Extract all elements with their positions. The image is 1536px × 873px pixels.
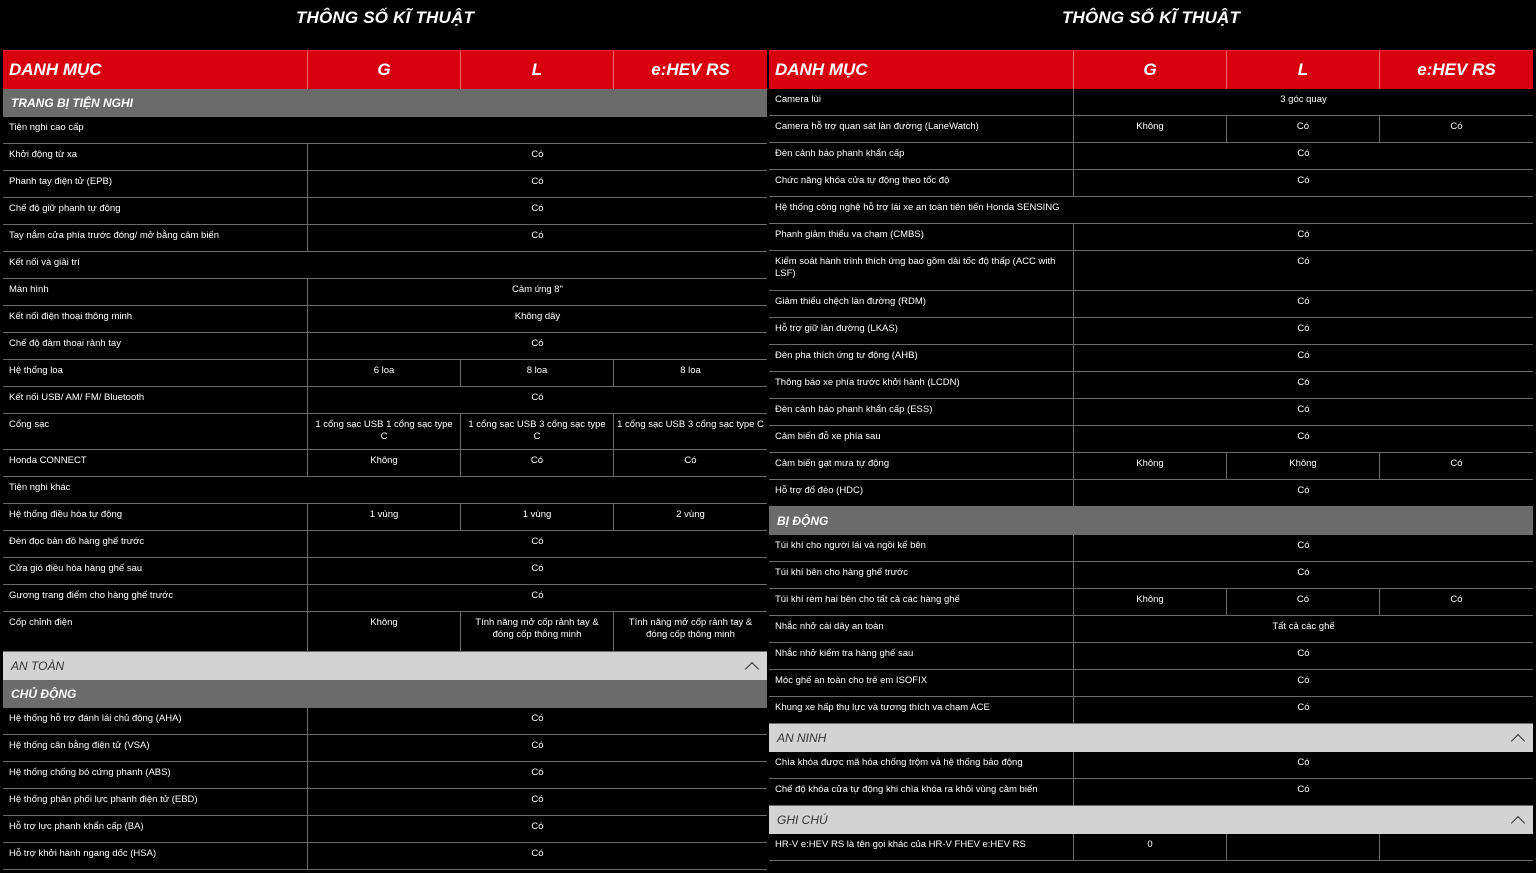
accordion-label: AN NINH [777,731,827,745]
table-row [769,834,1533,861]
row-value-all: Không dây [514,311,561,322]
header-g: G [1074,51,1227,89]
spec-panel-left [3,0,767,873]
row-value-all: Có [531,767,544,778]
row-value-g: Không [1074,453,1227,479]
row-label: Hệ thống phân phối lực phanh điện tử (EBD) [3,789,308,815]
table-row [3,144,767,171]
row-value-all: Có [1297,675,1310,686]
table-row [769,616,1533,643]
row-value-all: Có [1297,323,1310,334]
table-row [769,480,1533,507]
header-l: L [1227,51,1380,89]
row-label: Chìa khóa được mã hóa chống trộm và hệ thống báo động [769,752,1074,778]
table-row [769,779,1533,806]
row-value-l: 8 loa [461,360,614,386]
row-value-all: Có [1297,256,1310,267]
table-row [3,450,767,477]
spec-table-body [769,89,1533,861]
row-label: Hỗ trợ đổ đèo (HDC) [769,480,1074,506]
table-row [769,535,1533,562]
row-group-label: Kết nối và giải trí [9,257,80,268]
row-label: Phanh giảm thiểu va chạm (CMBS) [769,224,1074,250]
table-row [769,643,1533,670]
row-label: Túi khí rèm hai bên cho tất cả các hàng ghế [769,589,1074,615]
row-value-l: 1 cổng sạc USB 3 cổng sạc type C [461,414,614,449]
row-value-all: Có [1297,784,1310,795]
table-row [3,612,767,652]
row-value-all: Có [531,821,544,832]
row-value-l: Có [1227,116,1380,142]
table-row [769,197,1533,224]
accordion-header[interactable] [769,724,1533,752]
row-label: Cốp chỉnh điện [3,612,308,651]
table-row [3,843,767,870]
row-label: Chức năng khóa cửa tự động theo tốc độ [769,170,1074,196]
header-g: G [308,51,461,89]
row-label: Chế độ khóa cửa tự động khi chìa khóa ra khỏi vùng cảm biến [769,779,1074,805]
row-value-all: Có [531,230,544,241]
table-row [3,225,767,252]
table-row [3,252,767,279]
row-value-ehev-rs: 1 cổng sạc USB 3 cổng sạc type C [617,419,764,430]
table-row [769,399,1533,426]
row-label: Móc ghế an toàn cho trẻ em ISOFIX [769,670,1074,696]
table-row [769,251,1533,291]
row-value-all: Có [531,848,544,859]
row-value-g: Không [308,450,461,476]
row-label: Đèn pha thích ứng tự động (AHB) [769,345,1074,371]
row-label: Đèn cảnh báo phanh khẩn cấp (ESS) [769,399,1074,425]
row-value-all: Có [1297,431,1310,442]
row-label: Tay nắm cửa phía trước đóng/ mở bằng cảm biến [3,225,308,251]
row-label: Hệ thống loa [3,360,308,386]
row-value-all: Có [531,713,544,724]
row-value-all: Có [531,536,544,547]
row-value-all: Có [1297,485,1310,496]
row-label: Thông báo xe phía trước khởi hành (LCDN) [769,372,1074,398]
row-label: Hỗ trợ giữ làn đường (LKAS) [769,318,1074,344]
table-row [3,735,767,762]
row-value-l: Có [461,450,614,476]
row-value-ehev-rs: Có [1450,458,1463,469]
row-value-l: Không [1227,453,1380,479]
row-label: Khung xe hấp thụ lực và tương thích va chạm ACE [769,697,1074,723]
row-value-all: Có [1297,648,1310,659]
row-label: Kết nối điện thoại thông minh [3,306,308,332]
row-group-label: Hệ thống công nghệ hỗ trợ lái xe an toàn tiên tiến Honda SENSING [775,202,1060,213]
row-label: Đèn đọc bản đồ hàng ghế trước [3,531,308,557]
table-row [3,504,767,531]
row-label: Camera lùi [769,89,1074,115]
header-ehev-rs: e:HEV RS [1417,60,1496,79]
row-value-ehev-rs: Có [1450,121,1463,132]
row-value-all: Có [1297,229,1310,240]
row-label: Chế độ giữ phanh tự động [3,198,308,224]
row-value-ehev-rs: 2 vùng [676,509,705,520]
table-row [769,345,1533,372]
row-value-l [1227,834,1380,860]
row-value-all: Cảm ứng 8" [512,284,563,295]
chevron-up-icon[interactable] [1511,815,1525,829]
row-label: Cảm biến đỗ xe phía sau [769,426,1074,452]
table-row [769,143,1533,170]
table-row [3,558,767,585]
row-value-all: Có [531,338,544,349]
table-row [769,372,1533,399]
row-value-all: Có [1297,296,1310,307]
row-label: Túi khí cho người lái và ngồi kế bên [769,535,1074,561]
table-row [3,306,767,333]
table-row [3,333,767,360]
table-row [3,360,767,387]
row-value-all: Có [531,563,544,574]
table-row [3,117,767,144]
table-row [769,697,1533,724]
row-label: HR-V e:HEV RS là tên gọi khác của HR-V FHEV e:HEV RS [769,834,1074,860]
table-row [3,585,767,612]
row-label: Túi khí bên cho hàng ghế trước [769,562,1074,588]
table-row [3,708,767,735]
table-row [3,789,767,816]
row-label: Nhắc nhở kiểm tra hàng ghế sau [769,643,1074,669]
row-label: Chế độ đàm thoại rảnh tay [3,333,308,359]
row-value-g: 6 loa [308,360,461,386]
row-label: Khởi động từ xa [3,144,308,170]
table-row [3,762,767,789]
accordion-header[interactable] [3,652,767,680]
row-value-g: 1 cổng sạc USB 1 cổng sạc type C [308,414,461,449]
row-value-all: 3 góc quay [1280,94,1327,105]
header-l: L [461,51,614,89]
table-row [769,589,1533,616]
row-value-all: Có [531,176,544,187]
accordion-header[interactable] [769,806,1533,834]
row-label: Hệ thống điều hòa tự động [3,504,308,530]
row-value-ehev-rs: Tính năng mở cốp rảnh tay & đóng cốp thông minh [628,617,753,640]
row-value-ehev-rs: Có [1450,594,1463,605]
row-value-all: Có [531,392,544,403]
row-value-all: Có [531,740,544,751]
table-row [3,414,767,450]
row-value-all: Có [531,149,544,160]
panel-title: THÔNG SỐ KĨ THUẬT [1061,8,1241,27]
panel-title: THÔNG SỐ KĨ THUẬT [295,8,475,27]
accordion-label: GHI CHÚ [777,813,828,827]
table-row [769,170,1533,197]
row-value-l: Tính năng mở cốp rảnh tay & đóng cốp thông minh [461,612,614,651]
table-row [769,291,1533,318]
table-row [3,387,767,414]
table-row [3,279,767,306]
row-value-ehev-rs: 8 loa [680,365,701,376]
row-group-label: Tiện nghi khác [9,482,71,493]
row-value-all: Có [1297,148,1310,159]
row-value-g: 0 [1074,834,1227,860]
spec-table-body [3,89,767,870]
section-header: CHỦ ĐỘNG [3,680,767,708]
table-row [3,816,767,843]
row-value-all: Có [1297,175,1310,186]
row-value-l: Có [1227,589,1380,615]
chevron-up-icon[interactable] [745,661,759,675]
table-row [769,89,1533,116]
table-row [769,752,1533,779]
accordion-label: AN TOÀN [11,659,65,673]
header-category: DANH MỤC [769,51,1074,89]
table-row [769,562,1533,589]
row-value-all: Có [1297,567,1310,578]
row-value-ehev-rs [1380,834,1533,860]
row-value-g: Không [1074,116,1227,142]
row-value-l: 1 vùng [461,504,614,530]
row-label: Cửa gió điều hòa hàng ghế sau [3,558,308,584]
row-value-all: Có [1297,757,1310,768]
section-header: TRANG BỊ TIỆN NGHI [3,89,767,117]
row-label: Đèn cảnh báo phanh khẩn cấp [769,143,1074,169]
row-label: Camera hỗ trợ quan sát làn đường (LaneWatch) [769,116,1074,142]
table-row [769,318,1533,345]
row-label: Cảm biến gạt mưa tự động [769,453,1074,479]
row-value-all: Có [1297,540,1310,551]
row-label: Kết nối USB/ AM/ FM/ Bluetooth [3,387,308,413]
table-row [769,116,1533,143]
row-label: Gương trang điểm cho hàng ghế trước [3,585,308,611]
table-header [3,50,767,89]
row-value-all: Có [1297,377,1310,388]
row-label: Hỗ trợ khởi hành ngang dốc (HSA) [3,843,308,869]
section-header: BỊ ĐỘNG [769,507,1533,535]
row-label: Hệ thống hỗ trợ đánh lái chủ động (AHA) [3,708,308,734]
row-value-all: Có [531,590,544,601]
header-ehev-rs: e:HEV RS [651,60,730,79]
row-value-all: Có [1297,350,1310,361]
spec-panel-right [769,0,1533,873]
row-value-all: Có [1297,702,1310,713]
row-label: Honda CONNECT [3,450,308,476]
row-value-g: Không [1074,589,1227,615]
row-value-all: Có [531,794,544,805]
table-row [769,426,1533,453]
row-label: Hệ thống chống bó cứng phanh (ABS) [3,762,308,788]
row-value-g: Không [308,612,461,651]
table-header [769,50,1533,89]
row-label: Màn hình [3,279,308,305]
row-value-ehev-rs: Có [684,455,697,466]
row-label: Hệ thống cân bằng điện tử (VSA) [3,735,308,761]
table-row [769,453,1533,480]
row-label: Cổng sạc [3,414,308,449]
table-row [3,477,767,504]
row-value-all: Tất cả các ghế [1272,621,1335,632]
row-label: Kiểm soát hành trình thích ứng bao gồm dải tốc độ thấp (ACC with LSF) [769,251,1074,290]
table-row [3,198,767,225]
table-row [3,531,767,558]
row-label: Phanh tay điện tử (EPB) [3,171,308,197]
row-value-g: 1 vùng [308,504,461,530]
row-group-label: Tiện nghi cao cấp [9,122,84,133]
row-value-all: Có [531,203,544,214]
header-category: DANH MỤC [3,51,308,89]
row-value-all: Có [1297,404,1310,415]
row-label: Giảm thiểu chệch làn đường (RDM) [769,291,1074,317]
table-row [3,171,767,198]
row-label: Nhắc nhở cài dây an toàn [769,616,1074,642]
chevron-up-icon[interactable] [1511,733,1525,747]
row-label: Hỗ trợ lực phanh khẩn cấp (BA) [3,816,308,842]
table-row [769,224,1533,251]
table-row [769,670,1533,697]
